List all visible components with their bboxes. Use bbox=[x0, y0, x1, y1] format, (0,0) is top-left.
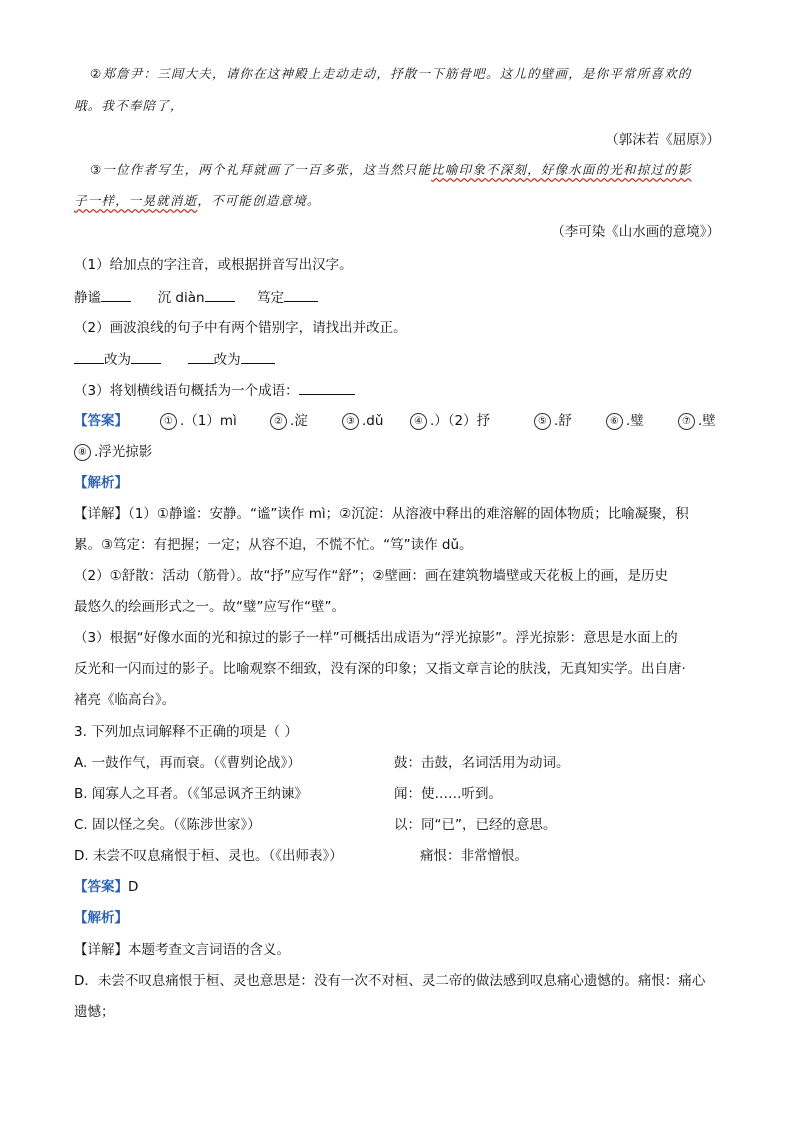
circled-number: ⑤ bbox=[534, 413, 551, 430]
circled-number: ② bbox=[270, 413, 287, 430]
answer-blank bbox=[241, 349, 275, 364]
analysis-line-4: 最悠久的绘画形式之一。故“璧”应写作“壁”。 bbox=[74, 599, 345, 615]
question-3-stem: 3. 下列加点词解释不正确的项是（ ） bbox=[74, 724, 298, 740]
option-text: C. 固以怪之矣。（《陈涉世家》） bbox=[74, 817, 261, 833]
answer-label: 【答案】 bbox=[74, 879, 128, 895]
analysis-line-6: 反光和一闪而过的影子。比喻观察不细致，没有深的印象；又指文章言论的肤浅，无真知实学。出自唐· bbox=[74, 661, 686, 677]
answer-blank bbox=[131, 349, 161, 364]
subquestion-3-text: （3）将划横线语句概括为一个成语： bbox=[74, 383, 299, 399]
answer-blank bbox=[284, 287, 318, 302]
answer-item: .淀 bbox=[290, 413, 308, 429]
passage-2-line-2: 哦。我不奉陪了， bbox=[74, 98, 184, 113]
option-note: 以：同“已”，已经的意思。 bbox=[394, 817, 557, 833]
answer-blank bbox=[74, 349, 104, 364]
option-c bbox=[74, 815, 720, 835]
option-b bbox=[74, 784, 720, 804]
passage-3-line-1 bbox=[90, 160, 692, 180]
subquestion-2-prompt: （2）画波浪线的句子中有两个错别字，请找出并改正。 bbox=[74, 320, 407, 336]
change-label-1: 改为 bbox=[104, 352, 131, 368]
passage-2-line-1: ②郑詹尹：三闾大夫，请你在这神殿上走动走动，抒散一下筋骨吧。这儿的壁画，是你平常所喜欢的 bbox=[90, 66, 692, 81]
detail-label: 【详解】 bbox=[74, 942, 128, 958]
analysis-text: （1）①静谧：安静。“谧”读作 mì；②沉淀：从溶液中释出的难溶解的固体物质；比喻凝聚，积 bbox=[128, 506, 689, 522]
answer-item: .璧 bbox=[626, 413, 644, 429]
option-note: 闻：使……听到。 bbox=[394, 786, 502, 802]
detail-label: 【详解】 bbox=[74, 506, 128, 522]
circled-number: ④ bbox=[410, 413, 427, 430]
analysis-3-line-2: D．未尝不叹息痛恨于桓、灵也意思是：没有一次不对桓、灵二帝的做法感到叹息痛心遗憾的。痛恨：痛心 bbox=[74, 973, 706, 989]
answer-item: .壁 bbox=[698, 413, 716, 429]
wavy-underlined-sentence: 比喻印象不深刻，好像水面的光和掠过的影 bbox=[431, 162, 692, 177]
passage-2-source: （郭沫若《屈原》） bbox=[605, 132, 720, 148]
analysis-line-2: 累。③笃定：有把握；一定；从容不迫，不慌不忙。“笃”读作 dǔ。 bbox=[74, 537, 473, 553]
option-d bbox=[74, 846, 720, 866]
answer-blank bbox=[101, 287, 131, 302]
option-text: B. 闻寡人之耳者。（《邹忌讽齐王纳谏》 bbox=[74, 786, 308, 802]
analysis-label-3: 【解析】 bbox=[74, 910, 128, 926]
answer-item: .舒 bbox=[554, 413, 572, 429]
answer-blank bbox=[205, 287, 235, 302]
option-note: 痛恨：非常憎恨。 bbox=[420, 848, 528, 864]
passage-3-line-2 bbox=[74, 191, 321, 211]
circled-number: ⑧ bbox=[74, 444, 91, 461]
circled-number: ① bbox=[160, 413, 177, 430]
circled-number: ③ bbox=[342, 413, 359, 430]
answer-item: .浮光掠影 bbox=[94, 444, 153, 460]
option-text: A. 一鼓作气，再而衰。（《曹刿论战》） bbox=[74, 755, 301, 771]
answer-item: .）（2）抒 bbox=[430, 413, 491, 429]
subquestion-2-blanks bbox=[74, 349, 275, 370]
analysis-line-3: （2）①舒散：活动（筋骨）。故“抒”应写作“舒”；②壁画：画在建筑物墙壁或天花板上的画，是历史 bbox=[74, 568, 669, 584]
circled-number: ⑥ bbox=[606, 413, 623, 430]
answer-row-1 bbox=[74, 411, 720, 431]
answer-blank bbox=[188, 349, 214, 364]
analysis-text: 本题考查文言词语的含义。 bbox=[128, 942, 290, 958]
passage-3-text: ③一位作者写生，两个礼拜就画了一百多张，这当然只能 bbox=[90, 162, 432, 177]
answer-item: .（1）mì bbox=[180, 413, 237, 429]
analysis-label: 【解析】 bbox=[74, 475, 128, 491]
answer-3-row bbox=[74, 877, 138, 897]
answer-label: 【答案】 bbox=[74, 413, 128, 429]
analysis-line-1 bbox=[74, 504, 689, 524]
answer-row-2 bbox=[74, 442, 152, 462]
change-label-2: 改为 bbox=[213, 352, 241, 368]
passage-3-text-end: ，不可能创造意境。 bbox=[197, 193, 321, 208]
subquestion-1-prompt: （1）给加点的字注音，或根据拼音写出汉字。 bbox=[74, 257, 353, 273]
option-note: 鼓：击鼓，名词活用为动词。 bbox=[394, 755, 570, 771]
analysis-3-line-1 bbox=[74, 940, 290, 960]
analysis-3-line-3: 遗憾； bbox=[74, 1004, 115, 1020]
answer-item: .dǔ bbox=[362, 413, 384, 429]
option-text: D. 未尝不叹息痛恨于桓、灵也。（《出师表》） bbox=[74, 848, 343, 864]
subquestion-3-prompt bbox=[74, 380, 355, 401]
subquestion-1-items bbox=[74, 287, 318, 308]
option-a bbox=[74, 753, 720, 773]
item-duding: 笃定 bbox=[257, 290, 285, 306]
item-chen-dian: 沉 diàn bbox=[157, 290, 205, 306]
answer-value: D bbox=[128, 879, 139, 895]
item-jingmi: 静谧 bbox=[74, 290, 101, 306]
answer-blank bbox=[299, 380, 355, 395]
analysis-line-7: 褚亮《临高台》。 bbox=[74, 692, 176, 708]
passage-3-source: （李可染《山水画的意境》） bbox=[551, 224, 720, 240]
circled-number: ⑦ bbox=[678, 413, 695, 430]
wavy-underlined-sentence-cont: 子一样，一晃就消逝 bbox=[74, 193, 198, 208]
analysis-line-5: （3）根据“好像水面的光和掠过的影子一样”可概括出成语为“浮光掠影”。浮光掠影：意思是水面上的 bbox=[74, 630, 678, 646]
